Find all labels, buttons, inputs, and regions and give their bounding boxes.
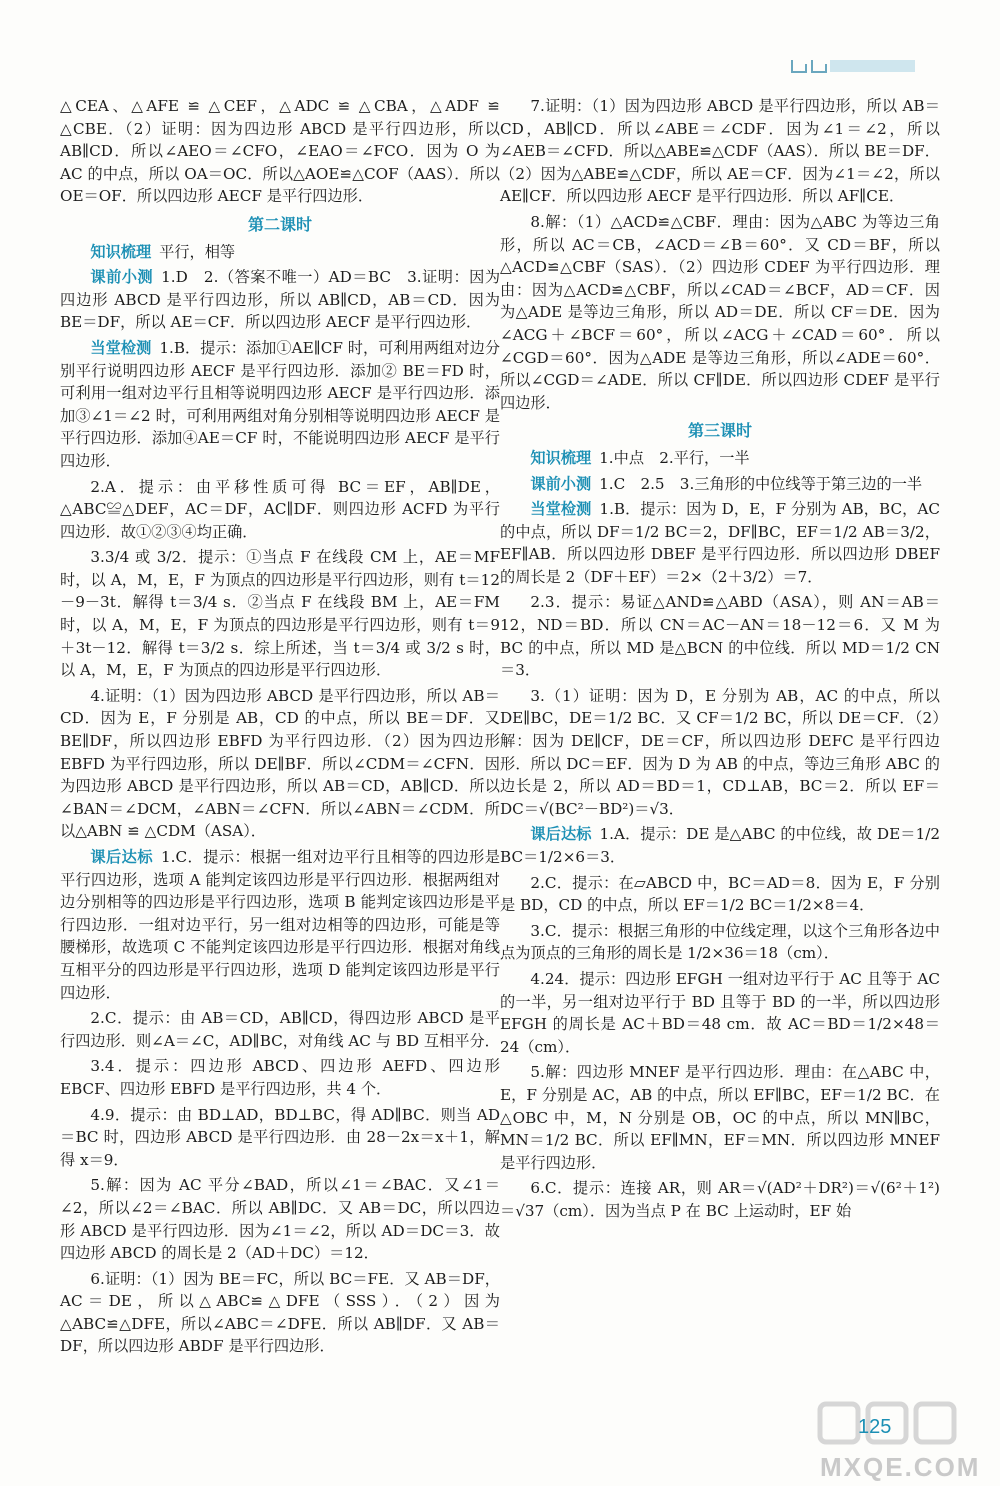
knowledge-review-text: 平行，相等 [159,242,236,261]
answer-8: 8.解：（1）△ACD≌△CBF．理由：因为△ABC 为等边三角形，所以 AC＝CB，∠ACD＝∠B＝60°．又 CD＝BF，所以△ACD≌△CBF（SAS）．（2）四边形 CDEF 为平行四边形．理由：因为△ACD≌△CBF，所以∠CAD＝∠BCF，AD＝CF．因为△ADE 是等边三角形，所以 AD＝DE．所以 CF＝DE．因为∠ACG＋∠BCF＝60°，所以∠ACG＋∠CAD＝60°．所以∠CGD＝60°．因为△ADE 是等边三角形，所以∠ADE＝60°．所以∠CGD＝∠ADE．所以 CF∥DE．所以四边形 CDEF 是平行四边形． [500,212,940,412]
pre-class-quiz-3-text: 1.C 2.5 3.三角形的中位线等于第三边的一半 [599,474,923,493]
in-class-check-3: 3.3/4 或 3/2．提示：①当点 F 在线段 CM 上，AE＝MF 时，以 A，M，E，F 为顶点的四边形是平行四边形，则有 t＝12－9－3t．解得 t＝3/4 s．②当点 F 在线段 BM 上，AE＝FM 时，以 A，M，E，F 为顶点的四边形是平行四边形，则有 t＝9＋3t－12．解得 t＝3/2 s．综上所述，当 t＝3/4 或 3/2 s 时，以 A，M，E，F 为顶点的四边形是平行四边形． [60,548,500,680]
after-class-4: 4.9．提示：由 BD⊥AD，BD⊥BC，得 AD∥BC．则当 AD＝BC 时，四边形 ABCD 是平行四边形．由 28－2x＝x＋1，解得 x＝9． [60,1105,500,1169]
after-class-1-text: 1.C．提示：根据一组对边平行且相等的四边形是平行四边形，选项 A 能判定该四边形是平行四边形．根据两组对边分别相等的四边形是平行四边形，选项 B 能判定该四边形是平行四边形．一组对边平行，另一组对边相等的四边形，可能是等腰梯形，故选项 C 不能判定该四边形是平行四边形．根据对角线互相平分的四边形是平行四边形，选项 D 能判定该四边形是平行四边形． [60,848,500,1002]
in-class-check-1 [60,337,500,473]
in-class-check-3-label: 当堂检测 [530,500,592,519]
pre-class-quiz [60,266,500,334]
after-class-2: 2.C．提示：由 AB＝CD，AB∥CD，得四边形 ABCD 是平行四边形．则∠A＝∠C，AD∥BC，对角线 AC 与 BD 互相平分． [60,1009,500,1050]
after-class-6: 6.证明：（1）因为 BE＝FC，所以 BC＝FE．又 AB＝DF，AC＝DE，所以△ABC≌△DFE（SSS）．（2）因为△ABC≌△DFE，所以∠ABC＝∠DFE．所以 AB∥DF．又 AB＝DF，所以四边形 ABDF 是平行四边形． [60,1269,500,1356]
after-class-3-1 [500,823,940,868]
knowledge-review-3-text: 1.中点 2.平行，一半 [599,448,750,467]
pre-class-quiz-3-label: 课前小测 [530,474,592,493]
after-class-3-4: 4.24．提示：四边形 EFGH 一组对边平行于 AC 且等于 AC 的一半，另一组对边平行于 BD 且等于 BD 的一半，所以四边形 EFGH 的周长是 AC＋BD＝48 cm．故 AC＝BD＝1/2×48＝24（cm）． [500,969,940,1056]
pre-class-quiz-3 [500,473,940,496]
left-column [60,95,500,1361]
pre-class-quiz-text: 1.D 2.（答案不唯一）AD＝BC 3.证明：因为四边形 ABCD 是平行四边形，所以 AB∥CD，AB＝CD．因为 BE＝DF，所以 AE＝CF．所以四边形 AECF 是平行四边形． [60,268,501,332]
after-class-3-6: 6.C．提示：连接 AR，则 AR＝√(AD²＋DR²)＝√(6²＋1²)＝√37（cm）．因为当点 P 在 BC 上运动时，EF 始 [500,1179,940,1220]
in-class-check-3-1-text: 1.B．提示：因为 D，E，F 分别为 AB，BC，AC 的中点，所以 DF＝1/2 BC＝2，DF∥BC，EF＝1/2 AB＝3/2，EF∥AB．所以四边形 DBEF 是平行四边形．所以四边形 DBEF 的周长是 2（DF＋EF）＝2×（2＋3/2）＝7． [500,500,941,586]
in-class-check-3-1 [500,498,940,588]
after-class-1 [60,846,500,1004]
pre-class-quiz-label: 课前小测 [90,268,154,287]
knowledge-review-3 [500,447,940,470]
knowledge-review-3-label: 知识梳理 [530,448,592,467]
section-heading-lesson-3: 第三课时 [687,421,752,441]
section-heading-lesson-2: 第二课时 [247,214,312,234]
in-class-check-label: 当堂检测 [90,338,152,357]
answer-7: 7.证明：（1）因为四边形 ABCD 是平行四边形，所以 AB＝CD，AB∥CD．所以∠ABE＝∠CDF．因为∠1＝∠2，所以∠AEB＝∠CFD．所以△ABE≌△CDF（AAS）．所以 BE＝DF．（2）因为△ABE≌△CDF，所以 AE＝CF．因为∠1＝∠2，所以 AE∥CF．所以四边形 AECF 是平行四边形．所以 AF∥CE． [500,97,940,206]
knowledge-review-label: 知识梳理 [90,242,152,261]
after-class-5: 5.解：因为 AC 平分∠BAD，所以∠1＝∠BAC．又∠1＝∠2，所以∠2＝∠BAC．所以 AB∥DC．又 AB＝DC，所以四边形 ABCD 是平行四边形．因为∠1＝∠2，所以 AD＝DC＝3．故四边形 ABCD 的周长是 2（AD＋DC）＝12． [60,1176,500,1263]
in-class-check-3-2: 2.3．提示：易证△AND≌△ABD（ASA），则 AN＝AB＝12，ND＝BD．所以 CN＝AC－AN＝18－12＝6．又 M 为 BC 的中点，所以 MD 是△BCN 的中位线．所以 MD＝1/2 CN＝3． [500,593,940,680]
after-class-3: 3.4．提示：四边形 ABCD、四边形 AEFD、四边形 EBCF、四边形 EBFD 是平行四边形，共 4 个． [60,1057,500,1098]
after-class-3-2: 2.C．提示：在▱ABCD 中，BC＝AD＝8．因为 E，F 分别是 BD，CD 的中点，所以 EF＝1/2 BC＝1/2×8＝4． [500,873,940,915]
after-class-3-1-text: 1.A．提示：DE 是△ABC 的中位线，故 DE＝1/2 BC＝1/2×6＝3． [500,825,941,866]
after-class-3-5: 5.解：四边形 MNEF 是平行四边形．理由：在△ABC 中，E，F 分别是 AC，AB 的中点，所以 EF∥BC，EF＝1/2 BC．在△OBC 中，M，N 分别是 OB，OC 的中点，所以 MN∥BC，MN＝1/2 BC．所以 EF∥MN，EF＝MN．所以四边形 MNEF 是平行四边形． [500,1063,940,1172]
in-class-check-4: 4.证明：（1）因为四边形 ABCD 是平行四边形，所以 AB＝CD．因为 E，F 分别是 AB，CD 的中点，所以 BE＝DF．又 BE∥DF，所以四边形 EBFD 为平行四边形．（2）因为四边形 EBFD 为平行四边形，所以 DE∥BF．所以∠CDM＝∠CFN．因为四边形 ABCD 是平行四边形，所以 AB＝CD，AB∥CD．所以∠BAN＝∠DCM，∠ABN＝∠CFN．所以∠ABN＝∠CDM．所以△ABN ≌ △CDM（ASA）． [60,686,500,841]
header-decoration [790,52,920,80]
in-class-check-2: 2.A．提示：由平移性质可得 BC＝EF，AB∥DE，△ABC≌△DEF，AC＝DF，AC∥DF．则四边形 ACFD 为平行四边形．故①②③④均正确． [60,477,500,541]
in-class-check-3-3: 3.（1）证明：因为 D，E 分别为 AB，AC 的中点，所以 DE∥BC，DE＝1/2 BC．又 CF＝1/2 BC，所以 DE＝CF．（2）解：因为 DE∥CF，DE＝CF，所以四边形 DEFC 是平行四边形．所以 DC＝EF．因为 D 为 AB 的中点，等边三角形 ABC 的边长是 2，所以 AD＝BD＝1，CD⊥AB，BC＝2．所以 EF＝DC＝√(BC²－BD²)＝√3． [500,686,940,818]
page-number: 125 [858,1416,892,1438]
after-class-3-label: 课后达标 [530,825,592,844]
knowledge-review [60,241,500,264]
in-class-check-1-text: 1.B．提示：添加①AE∥CF 时，可利用两组对边分别平行说明四边形 AECF 是平行四边形．添加② BE＝FD 时，可利用一组对边平行且相等说明四边形 AECF 是平行四边形．添加③∠1＝∠2 时，可利用两组对角分别相等说明四边形 AECF 是平行四边形．添加④AE＝CF 时，不能说明四边形 AECF 是平行四边形． [60,338,501,470]
right-column [500,95,940,1226]
after-class-3-3: 3.C．提示：根据三角形的中位线定理，以这个三角形各边中点为顶点的三角形的周长是 1/2×36＝18（cm）． [500,921,940,963]
watermark-text: MXQE.COM [820,1452,981,1482]
intro-paragraph: △CEA、△AFE ≌ △CEF，△ADC ≌ △CBA，△ADF ≌ △CBE．（2）证明：因为四边形 ABCD 是平行四边形，所以 AB∥CD．所以∠AEO＝∠CFO，∠EAO＝∠FCO．因为 O 为 AC 的中点，所以 OA＝OC．所以△AOE≌△COF（AAS）．所以 OE＝OF．所以四边形 AECF 是平行四边形． [60,97,500,206]
after-class-label: 课后达标 [90,848,153,866]
